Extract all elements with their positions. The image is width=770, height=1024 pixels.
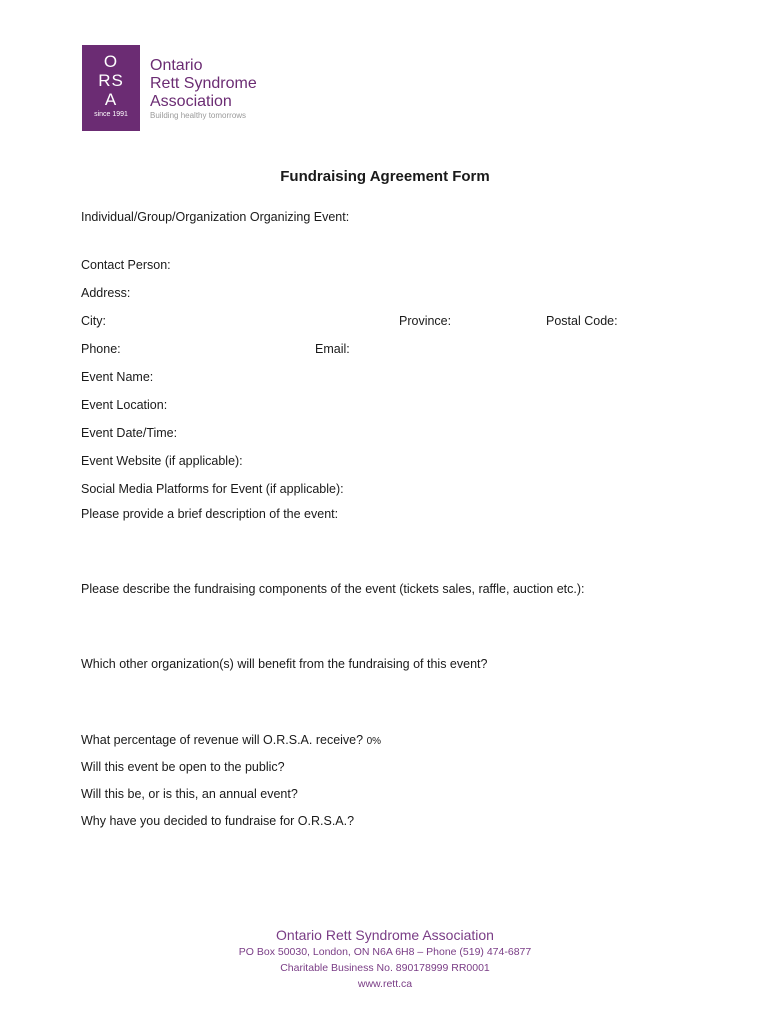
percentage-value: 0% [366,736,382,747]
logo-since: since 1991 [94,111,128,118]
logo-initials-o: O [103,52,119,71]
phone-label: Phone: [81,342,121,356]
logo-tagline: Building healthy tomorrows [150,111,247,120]
annual-question: Will this be, or is this, an annual event? [81,787,298,801]
logo-initials-rs: RS [98,71,124,90]
social-media-label: Social Media Platforms for Event (if applicable): [81,482,344,496]
percentage-question-text: What percentage of revenue will O.R.S.A. receive? [81,733,364,747]
public-question: Will this event be open to the public? [81,760,285,774]
event-date-label: Event Date/Time: [81,426,178,440]
percentage-question [81,733,381,747]
event-website-label: Event Website (if applicable): [81,454,243,468]
city-label: City: [81,314,106,328]
footer-website-link[interactable]: www.rett.ca [357,978,413,990]
logo-name-line-1: Ontario [150,57,203,74]
email-label: Email: [315,342,350,356]
why-question: Why have you decided to fundraise for O.R.S.A.? [81,814,355,828]
footer-address: PO Box 50030, London, ON N6A 6H8 – Phone (519) 474-6877 [238,946,532,958]
address-label: Address: [81,286,131,300]
event-location-label: Event Location: [81,398,168,412]
form-title: Fundraising Agreement Form [280,168,490,185]
other-orgs-question: Which other organization(s) will benefit from the fundraising of this event? [81,657,488,671]
logo-wordmark [150,57,257,111]
logo-name-line-3: Association [150,93,232,110]
components-question: Please describe the fundraising components of the event (tickets sales, raffle, auction etc.): [81,582,585,596]
orsa-logo [82,45,140,131]
postal-code-label: Postal Code: [546,314,618,328]
contact-person-label: Contact Person: [81,258,171,272]
logo-initials-a: A [104,90,118,109]
footer-charity-number: Charitable Business No. 890178999 RR0001 [280,962,490,974]
organizer-label: Individual/Group/Organization Organizing Event: [81,210,350,224]
province-label: Province: [399,314,452,328]
description-question: Please provide a brief description of the event: [81,507,339,521]
event-name-label: Event Name: [81,370,154,384]
logo-name-line-2: Rett Syndrome [150,75,257,92]
footer-org-name: Ontario Rett Syndrome Association [276,927,494,943]
